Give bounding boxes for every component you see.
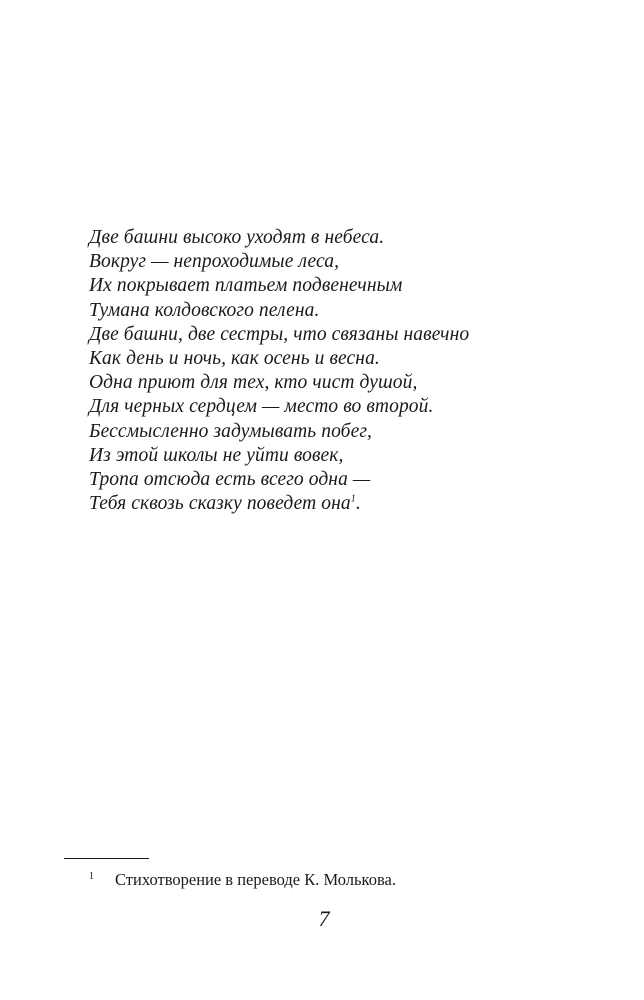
poem-line: Две башни высоко уходят в небеса. [89,227,385,248]
footnote [89,870,569,890]
footnote-text: Стихотворение в переводе К. Молькова. [115,870,396,889]
page-number: 7 [318,906,330,931]
poem-line: Как день и ночь, как осень и весна. [89,348,380,370]
poem-line: Бессмысленно задумывать побег, [89,420,373,442]
poem-line: Их покрывает платьем подвенечным [89,275,403,297]
poem-line: Две башни, две сестры, что связаны навечно [89,323,470,345]
poem-line: Одна приют для тех, кто чист душой, [89,372,418,394]
poem-line: Вокруг — непроходимые леса, [89,251,340,273]
poem-line: Из этой школы не уйти вовек, [89,444,344,466]
poem-line: Для черных сердцем — место во второй. [89,396,434,418]
footnote-mark: 1 [89,871,94,882]
poem [89,226,559,516]
footnote-reference[interactable]: 1 [350,493,356,505]
poem-line-last [89,492,559,516]
poem-line-text: Тебя сквозь сказку поведет она [89,493,351,515]
poem-line: Тумана колдовского пелена. [89,299,320,321]
poem-line-punctuation: . [355,493,361,515]
poem-line: Тропа отсюда есть всего одна — [89,469,371,491]
footnote-separator [64,858,149,859]
